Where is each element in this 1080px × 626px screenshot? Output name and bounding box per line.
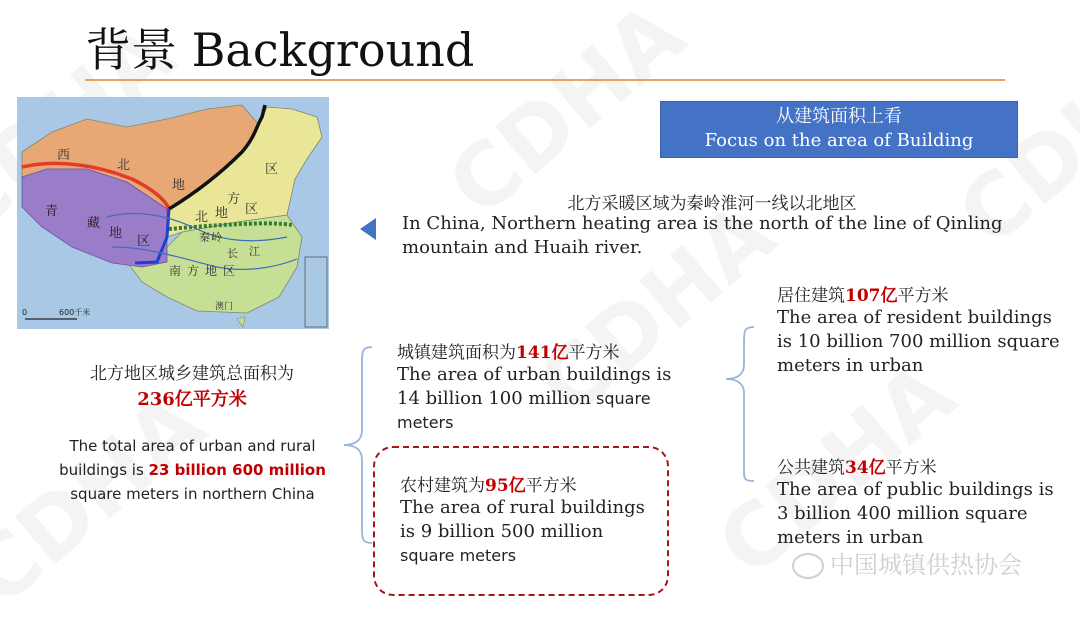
total-cn-value: 236亿平方米 — [137, 389, 247, 410]
map-label: 方 — [187, 264, 200, 278]
rural-cn-prefix: 农村建筑为 — [400, 476, 485, 496]
rural-en-tail: square meters — [400, 546, 517, 565]
map-label: 南 — [169, 264, 182, 278]
total-en-prefix: The total area of urban and rural buildings is — [59, 437, 316, 479]
map-label: 地 — [109, 226, 123, 241]
public-cn-suffix: 平方米 — [885, 458, 937, 478]
page-title: 背景 Background — [85, 23, 475, 77]
scale-zero: 0 — [22, 308, 28, 317]
urban-cn — [397, 338, 677, 363]
map-label: 西 — [57, 148, 71, 163]
heating-area-en: In China, Northern heating area is the north of the line of Qinling mountain and Huaih river. — [402, 213, 1003, 258]
rural-en — [400, 496, 660, 568]
rural-cn-value: 95亿 — [485, 476, 526, 496]
urban-area-block — [397, 338, 677, 435]
resident-cn-value: 107亿 — [845, 286, 898, 306]
south-sea-inset — [305, 257, 327, 327]
focus-header-box — [660, 101, 1018, 158]
resident-cn-prefix: 居住建筑 — [777, 286, 845, 306]
urban-cn-value: 141亿 — [516, 343, 569, 363]
map-label: 地 — [205, 264, 218, 278]
resident-cn-suffix: 平方米 — [897, 286, 949, 306]
map-label: 岭 — [211, 231, 222, 244]
left-arrow-icon — [360, 218, 376, 240]
china-heating-map — [17, 97, 329, 329]
wechat-icon — [792, 553, 824, 579]
logo-text: 中国城镇供热协会 — [830, 551, 1022, 579]
map-label: 北 — [195, 210, 209, 225]
focus-cn: 从建筑面积上看 — [776, 106, 902, 127]
association-logo — [792, 545, 1022, 580]
map-label: 区 — [223, 264, 236, 278]
map-label: 青 — [45, 204, 59, 219]
rural-cn — [400, 471, 660, 496]
rural-cn-suffix: 平方米 — [525, 476, 577, 496]
resident-area-block — [777, 281, 1062, 378]
map-label: 方 — [227, 192, 241, 207]
map-label: 区 — [245, 202, 259, 217]
focus-en: Focus on the area of Building — [704, 130, 974, 151]
heating-area-cn: 北方采暖区域为秦岭淮河一线以北地区 — [567, 194, 857, 214]
right-brace — [722, 325, 762, 485]
urban-en-main: The area of urban buildings is 14 billion 100 million — [397, 364, 672, 409]
urban-en — [397, 363, 677, 435]
total-area-en — [55, 434, 330, 506]
total-en-value: 23 billion 600 million — [148, 461, 326, 479]
map-label: 北 — [117, 158, 131, 173]
total-cn-prefix: 北方地区城乡建筑总面积为 — [90, 364, 294, 384]
map-label: 秦 — [199, 231, 210, 244]
map-label: 地 — [215, 206, 229, 221]
title-underline — [85, 79, 1005, 81]
map-label: 地 — [172, 178, 186, 193]
rural-en-main: The area of rural buildings is 9 billion 500 million — [400, 497, 645, 542]
urban-cn-suffix: 平方米 — [568, 343, 620, 363]
map-label: 藏 — [87, 216, 101, 231]
map-label: 区 — [137, 234, 151, 249]
public-cn — [777, 453, 1062, 478]
resident-cn — [777, 281, 1062, 306]
map-label: 区 — [265, 162, 279, 177]
scale-label: 600千米 — [59, 308, 91, 317]
map-label: 澳门 — [215, 302, 234, 312]
public-en: The area of public buildings is 3 billion 400 million square meters in urban — [777, 479, 1054, 548]
total-area-cn — [52, 361, 332, 413]
map-label: 江 — [249, 245, 260, 258]
total-en-suffix: square meters in northern China — [70, 485, 315, 503]
urban-cn-prefix: 城镇建筑面积为 — [397, 343, 516, 363]
urban-en-tail: square meters — [397, 389, 651, 432]
rural-area-block — [400, 471, 660, 568]
resident-en: The area of resident buildings is 10 billion 700 million square meters in urban — [777, 307, 1060, 376]
public-cn-prefix: 公共建筑 — [777, 458, 845, 478]
public-area-block — [777, 453, 1062, 550]
map-label: 长 — [227, 247, 238, 260]
public-cn-value: 34亿 — [845, 458, 886, 478]
